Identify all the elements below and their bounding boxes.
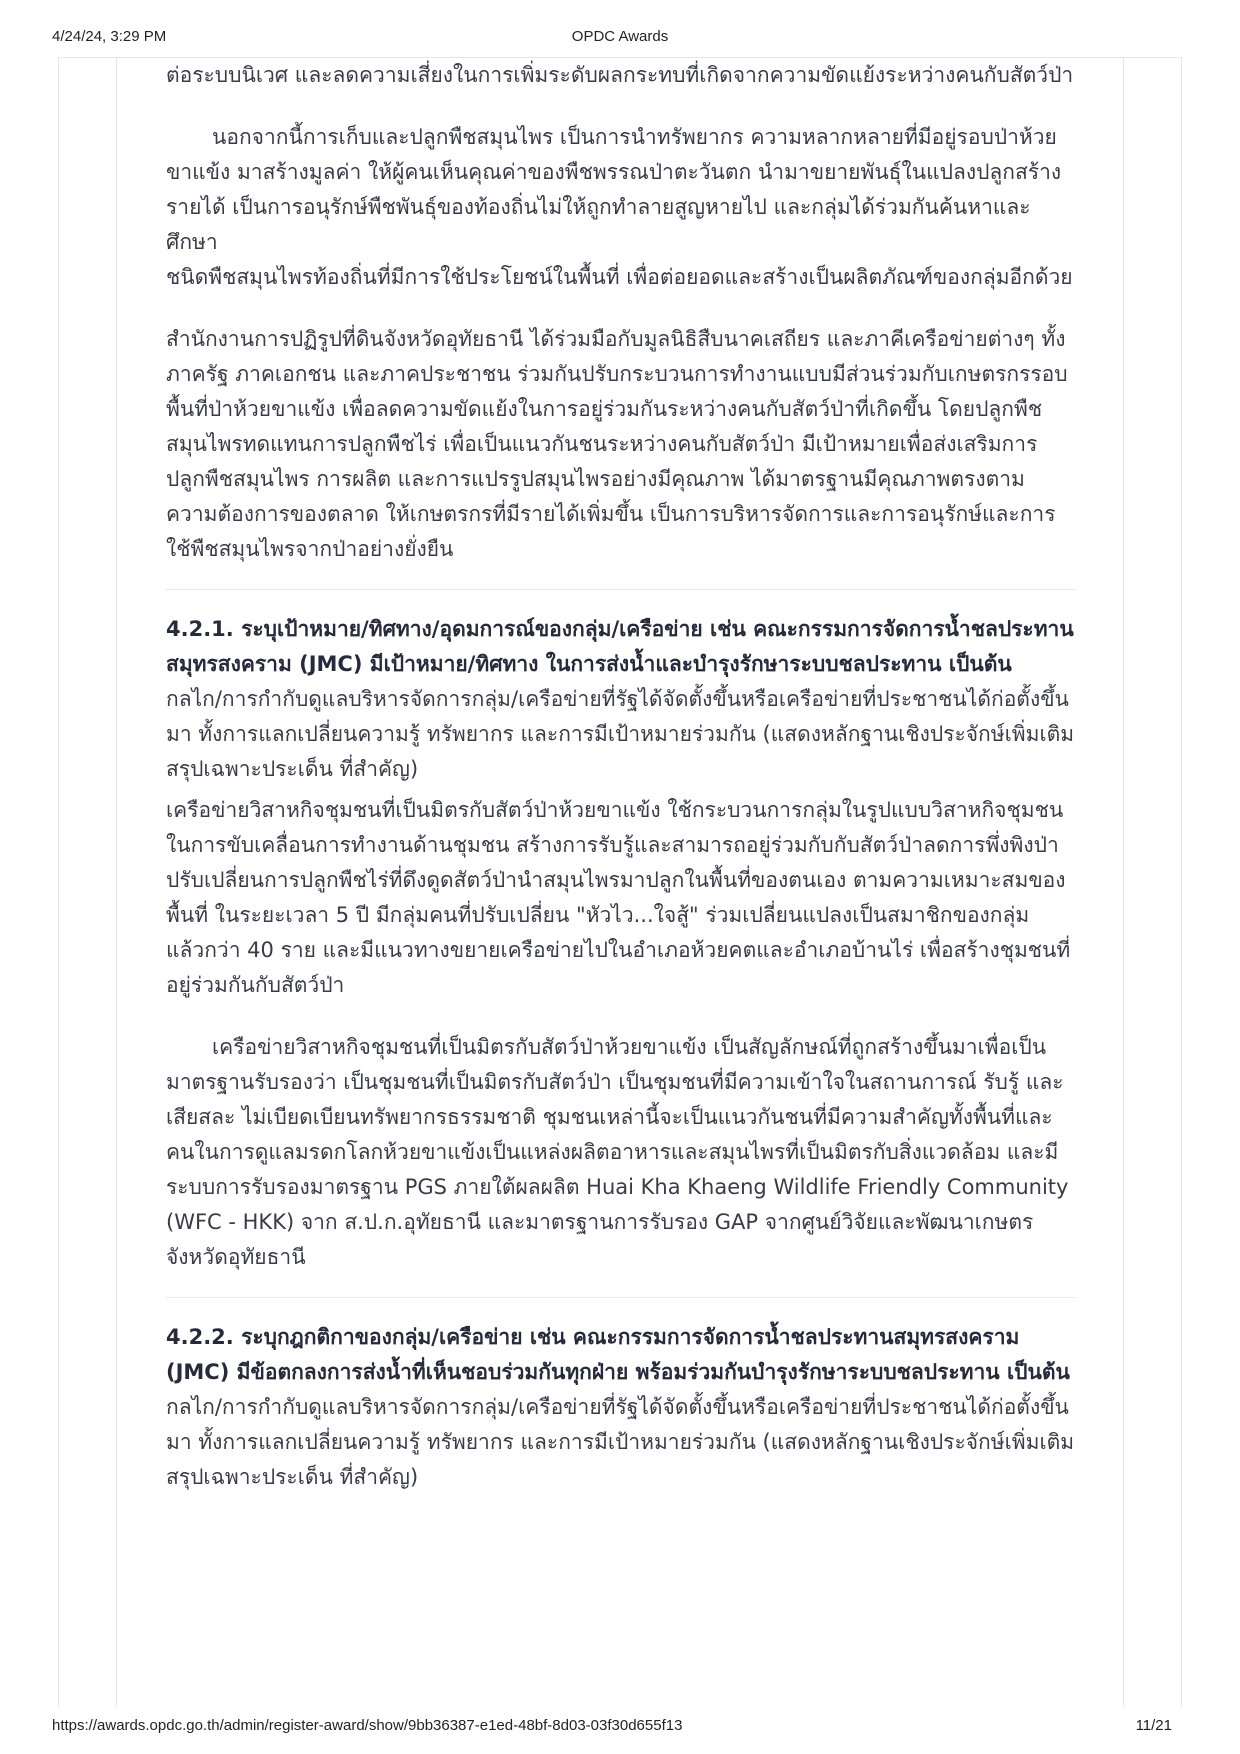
section-heading: 4.2.2. ระบุกฎกติกาของกลุ่ม/เครือข่าย เช่น คณะกรรมการจัดการน้ำชลประทานสมุทรสงคราม (JMC) มีข้อตกลงการส่งน้ำที่เห็นชอบร่วมกันทุกฝ่าย พร้อมร่วมกันบำรุงรักษาระบบชลประทาน เป็นต้น <box>166 1325 1070 1384</box>
print-datetime: 4/24/24, 3:29 PM <box>52 28 167 45</box>
intro-paragraph-2-continued: ชนิดพืชสมุนไพรท้องถิ่นที่มีการใช้ประโยชน์ในพื้นที่ เพื่อต่อยอดและสร้างเป็นผลิตภัณฑ์ของกลุ่มอีกด้วย <box>166 265 1073 289</box>
section-description: กลไก/การกำกับดูแลบริหารจัดการกลุ่ม/เครือข่ายที่รัฐได้จัดตั้งขึ้นหรือเครือข่ายที่ประชาชนได้ก่อตั้งขึ้นมา ทั้งการแลกเปลี่ยนความรู้ ทรัพยากร และการมีเป้าหมายร่วมกัน (แสดงหลักฐานเชิงประจักษ์เพิ่มเติมสรุปเฉพาะประเด็น ที่สำคัญ) <box>166 1395 1075 1489</box>
page-number: 11/21 <box>1135 1717 1172 1734</box>
section-4-2-2 <box>166 1320 1076 1495</box>
document-content <box>166 58 1076 1495</box>
intro-paragraph-2: นอกจากนี้การเก็บและปลูกพืชสมุนไพร เป็นการนำทรัพยากร ความหลากหลายที่มีอยู่รอบป่าห้วยขาแข้ง มาสร้างมูลค่า ให้ผู้คนเห็นคุณค่าของพืชพรรณป่าตะวันตก นำมาขยายพันธุ์ในแปลงปลูกสร้างรายได้ เป็นการอนุรักษ์พืชพันธุ์ของท้องถิ่นไม่ให้ถูกทำลายสูญหายไป และกลุ่มได้ร่วมกันค้นหาและศึกษา <box>166 125 1062 254</box>
answer-paragraph-1: เครือข่ายวิสาหกิจชุมชนที่เป็นมิตรกับสัตว์ป่าห้วยขาแข้ง ใช้กระบวนการกลุ่มในรูปแบบวิสาหกิจชุมชน ในการขับเคลื่อนการทำงานด้านชุมชน สร้างการรับรู้และสามารถอยู่ร่วมกับกับสัตว์ป่าลดการพึ่งพิงป่า ปรับเปลี่ยนการปลูกพืชไร่ที่ดึงดูดสัตว์ป่านำสมุนไพรมาปลูกในพื้นที่ของตนเอง ตามความเหมาะสมของพื้นที่ ในระยะเวลา 5 ปี มีกลุ่มคนที่ปรับเปลี่ยน "หัวไว...ใจสู้" ร่วมเปลี่ยนแปลงเป็นสมาชิกของกลุ่มแล้วกว่า 40 ราย และมีแนวทางขยายเครือข่ายไปในอำเภอห้วยคตและอำเภอบ้านไร่ เพื่อสร้างชุมชนที่อยู่ร่วมกันกับสัตว์ป่า <box>166 798 1071 997</box>
page-url: https://awards.opdc.go.th/admin/register-award/show/9bb36387-e1ed-48bf-8d03-03f30d655f13 <box>52 1717 683 1734</box>
section-divider <box>166 589 1076 590</box>
section-description: กลไก/การกำกับดูแลบริหารจัดการกลุ่ม/เครือข่ายที่รัฐได้จัดตั้งขึ้นหรือเครือข่ายที่ประชาชนได้ก่อตั้งขึ้นมา ทั้งการแลกเปลี่ยนความรู้ ทรัพยากร และการมีเป้าหมายร่วมกัน (แสดงหลักฐานเชิงประจักษ์เพิ่มเติมสรุปเฉพาะประเด็น ที่สำคัญ) <box>166 687 1075 781</box>
intro-paragraph-3: สำนักงานการปฏิรูปที่ดินจังหวัดอุทัยธานี ได้ร่วมมือกับมูลนิธิสืบนาคเสถียร และภาคีเครือข่ายต่างๆ ทั้งภาครัฐ ภาคเอกชน และภาคประชาชน ร่วมกันปรับกระบวนการทำงานแบบมีส่วนร่วมกับเกษตรกรรอบพื้นที่ป่าห้วยขาแข้ง เพื่อลดความขัดแย้งในการอยู่ร่วมกันระหว่างคนกับสัตว์ป่าที่เกิดขึ้น โดยปลูกพืชสมุนไพรทดแทนการปลูกพืชไร่ เพื่อเป็นแนวกันชนระหว่างคนกับสัตว์ป่า มีเป้าหมายเพื่อส่งเสริมการปลูกพืชสมุนไพร การผลิต และการแปรรูปสมุนไพรอย่างมีคุณภาพ ได้มาตรฐานมีคุณภาพตรงตามความต้องการของตลาด ให้เกษตรกรที่มีรายได้เพิ่มขึ้น เป็นการบริหารจัดการและการอนุรักษ์และการใช้พืชสมุนไพรจากป่าอย่างยั่งยืน <box>166 327 1068 561</box>
print-footer <box>50 1717 1190 1739</box>
answer-paragraph-2: เครือข่ายวิสาหกิจชุมชนที่เป็นมิตรกับสัตว์ป่าห้วยขาแข้ง เป็นสัญลักษณ์ที่ถูกสร้างขึ้นมาเพื่อเป็นมาตรฐานรับรองว่า เป็นชุมชนที่เป็นมิตรกับสัตว์ป่า เป็นชุมชนที่มีความเข้าใจในสถานการณ์ รับรู้ และเสียสละ ไม่เบียดเบียนทรัพยากรธรรมชาติ ชุมชนเหล่านี้จะเป็นแนวกันชนที่มีความสำคัญทั้งพื้นที่และคนในการดูแลมรดกโลกห้วยขาแข้งเป็นแหล่งผลิตอาหารและสมุนไพรที่เป็นมิตรกับสิ่งแวดล้อม และมีระบบการรับรองมาตรฐาน PGS ภายใต้ผลผลิต Huai Kha Khaeng Wildlife Friendly Community (WFC - HKK) จาก ส.ป.ก.อุทัยธานี และมาตรฐานการรับรอง GAP จากศูนย์วิจัยและพัฒนาเกษตรจังหวัดอุทัยธานี <box>166 1035 1069 1269</box>
section-4-2-1 <box>166 612 1076 1275</box>
print-header <box>50 28 1190 50</box>
section-divider <box>166 1297 1076 1298</box>
intro-paragraph-1: ต่อระบบนิเวศ และลดความเสี่ยงในการเพิ่มระดับผลกระทบที่เกิดจากความขัดแย้งระหว่างคนกับสัตว์ป่า <box>166 63 1074 87</box>
print-page-title: OPDC Awards <box>571 28 669 45</box>
section-heading: 4.2.1. ระบุเป้าหมาย/ทิศทาง/อุดมการณ์ของกลุ่ม/เครือข่าย เช่น คณะกรรมการจัดการน้ำชลประทานสมุทรสงคราม (JMC) มีเป้าหมาย/ทิศทาง ในการส่งน้ำและบำรุงรักษาระบบชลประทาน เป็นต้น <box>166 617 1074 676</box>
